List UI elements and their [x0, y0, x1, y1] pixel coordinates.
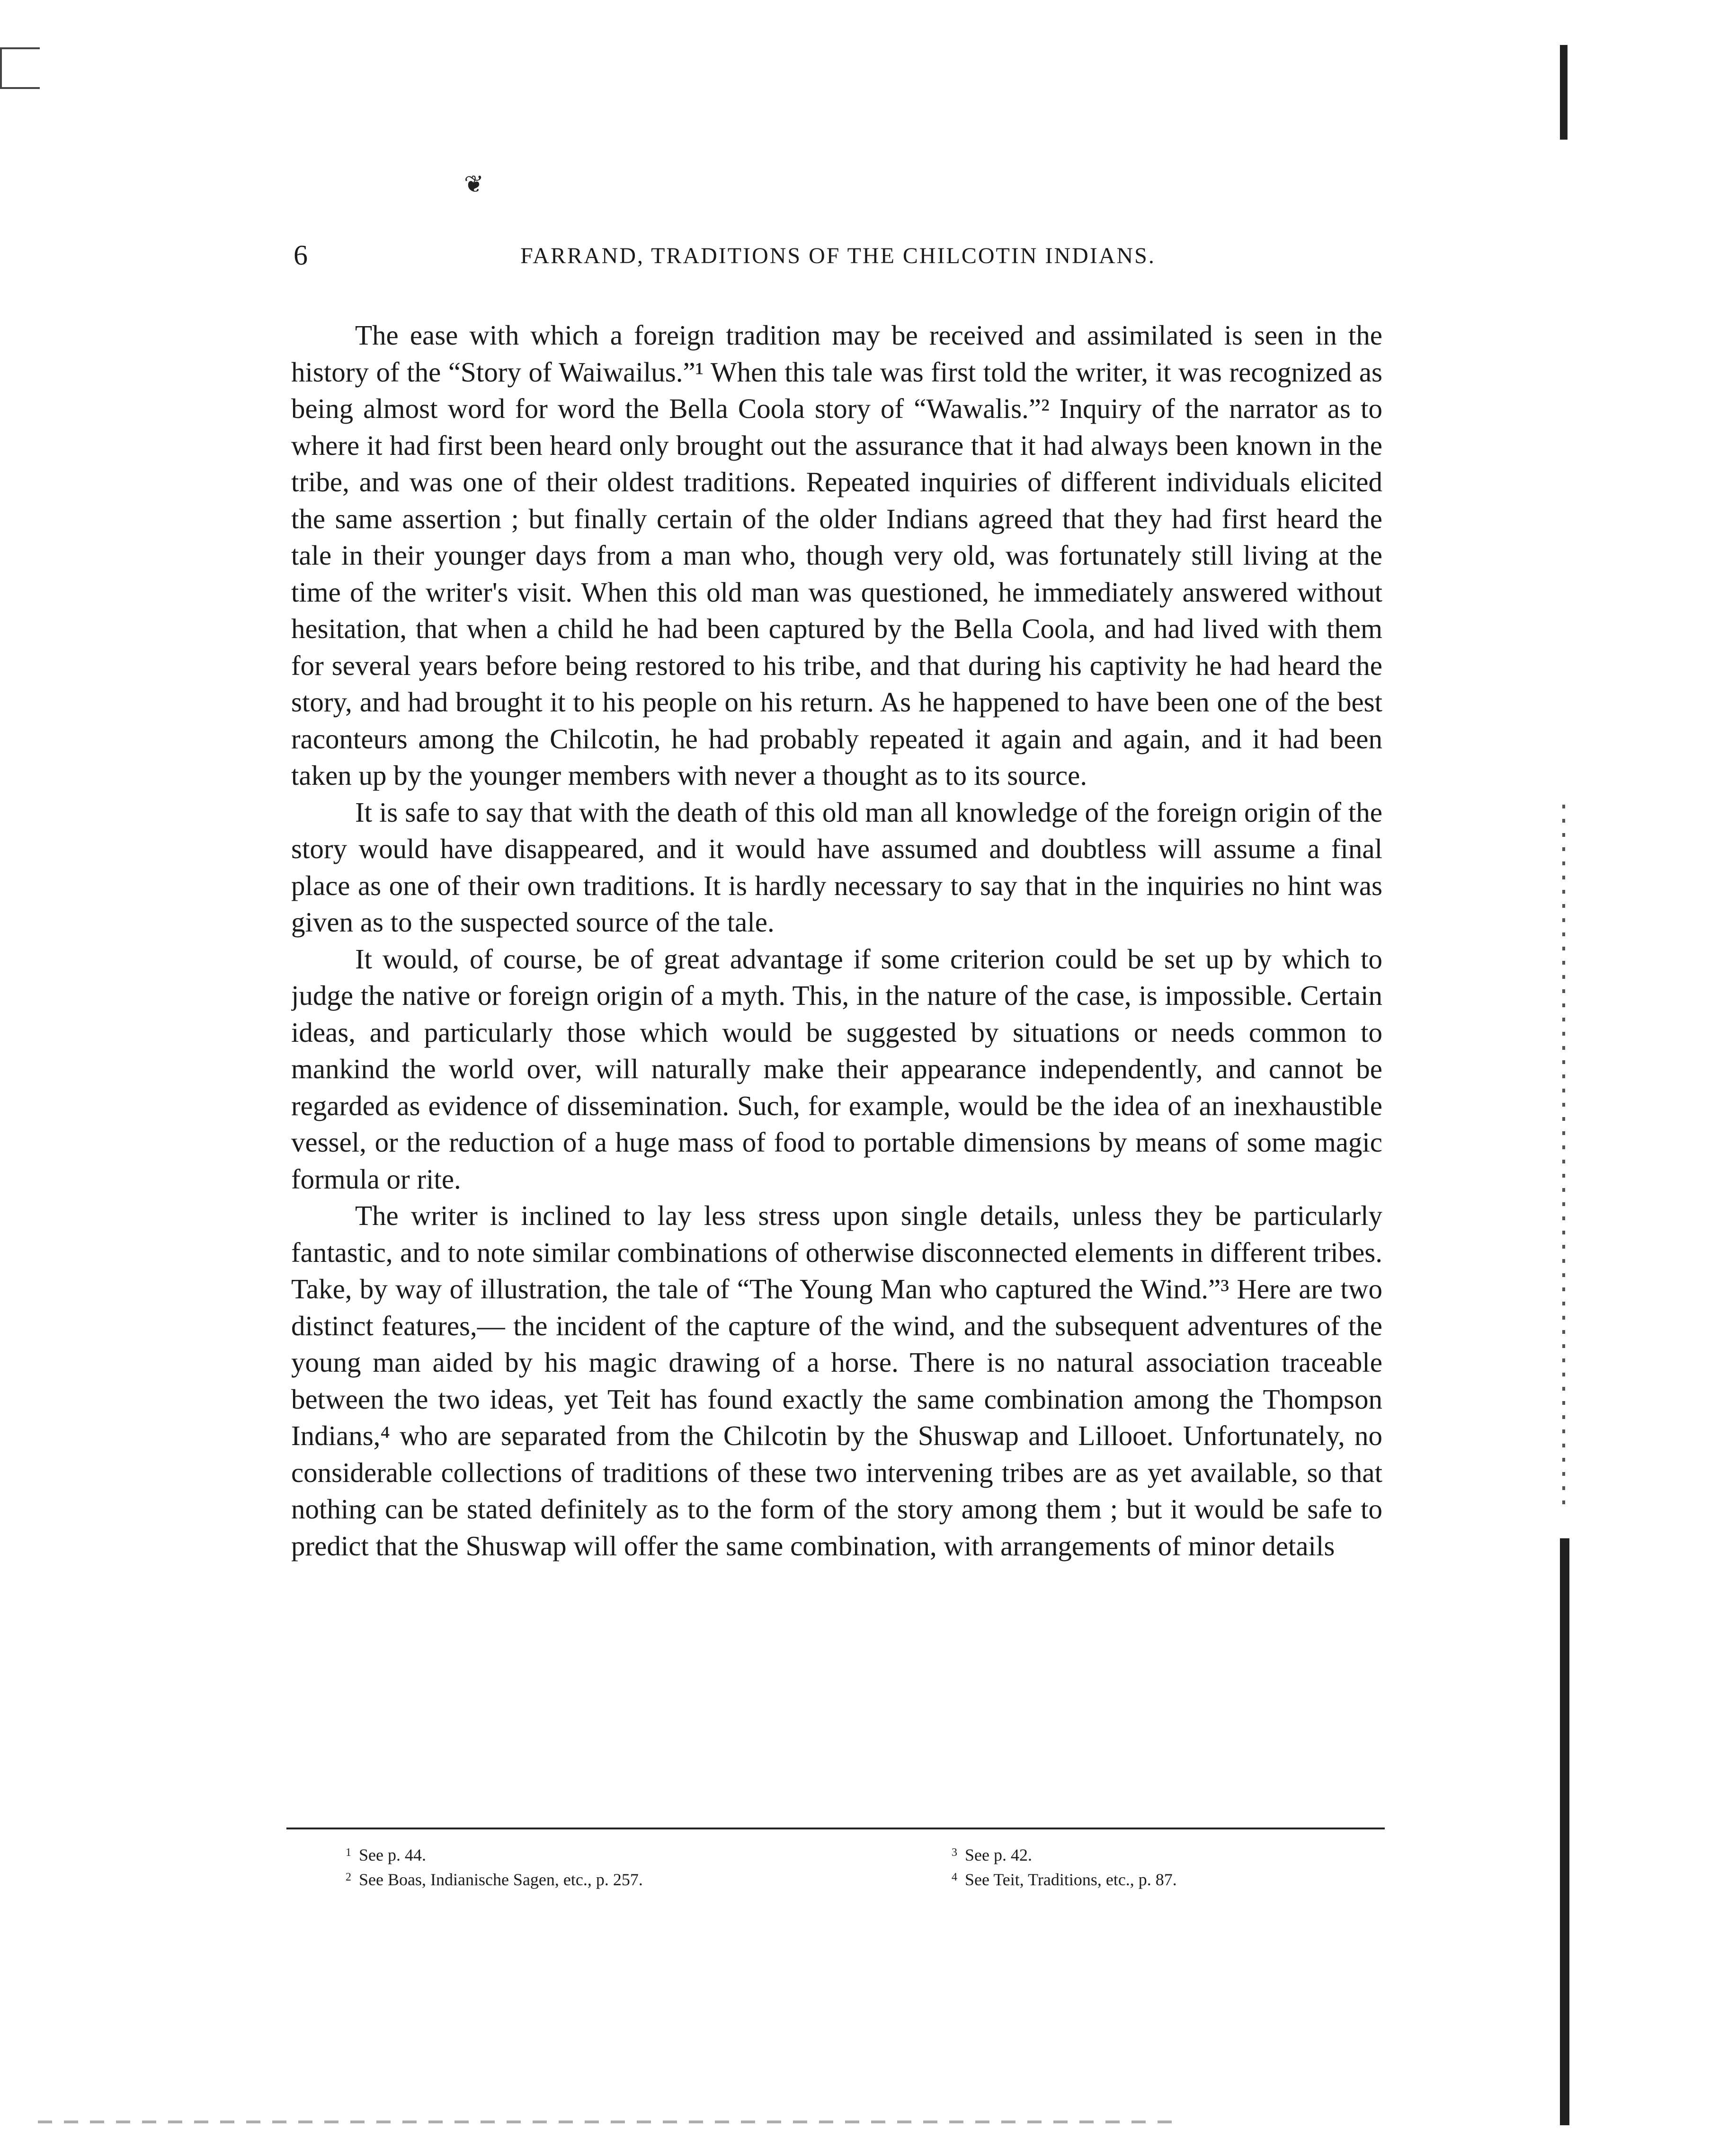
- running-title: FARRAND, TRADITIONS OF THE CHILCOTIN INDIANS.: [520, 243, 1156, 268]
- scan-edge-line-top: [1560, 45, 1568, 140]
- scan-corner-mark: [0, 47, 40, 89]
- paragraph-1: The ease with which a foreign tradition may be received and assimilated is seen in the history of the “Story of Waiwailus.”¹ When this tale was first told the writer, it was recognized as being almost word for word the Bella Coola story of “Wawalis.”² Inquiry of the narrator as to where it had first been heard only brought out the assurance that it had always been known in the tribe, and was one of their oldest traditions. Repeated inquiries of different individuals elicited the same assertion ; but finally certain of the older Indians agreed that they had first heard the tale in their younger days from a man who, though very old, was fortunately still living at the time of the writer's visit. When this old man was questioned, he immediately answered without hesitation, that when a child he had been captured by the Bella Coola, and had lived with them for several years before being restored to his tribe, and that during his captivity he had heard the story, and had brought it to his people on his return. As he happened to have been one of the best raconteurs among the Chilcotin, he had probably repeated it again and again, and it had been taken up by the younger members with never a thought as to its source.: [291, 319, 1382, 791]
- footnotes: [346, 1840, 1363, 1892]
- footnote-1: [346, 1840, 426, 1867]
- footnote-text: See Teit, Traditions, etc., p. 87.: [965, 1870, 1177, 1889]
- footnote-mark: 3: [952, 1846, 957, 1859]
- page-number: 6: [294, 240, 308, 271]
- footnote-rule: [286, 1828, 1385, 1829]
- footnote-2: [346, 1865, 643, 1892]
- footnote-text: See Boas, Indianische Sagen, etc., p. 257.: [359, 1870, 643, 1889]
- paragraph-4: The writer is inclined to lay less stress upon single details, unless they be particularly fantastic, and to note similar combinations of otherwise disconnected elements in different tribes. Take, by way of illustration, the tale of “The Young Man who captured the Wind.”³ Here are two distinct features,— the incident of the capture of the wind, and the subsequent adventures of the young man aided by his magic drawing of a horse. There is no natural association traceable between the two ideas, yet Teit has found exactly the same combination among the Thompson Indians,⁴ who are separated from the Chilcotin by the Shuswap and Lillooet. Unfortunately, no considerable collections of traditions of these two intervening tribes are as yet available, so that nothing can be stated definitely as to the form of the story among them ; but it would be safe to predict that the Shuswap will offer the same combination, with arrangements of minor details: [291, 1200, 1382, 1562]
- paragraph-3: It would, of course, be of great advantage if some criterion could be set up by which to judge the native or foreign origin of a myth. This, in the nature of the case, is impossible. Certain ideas, and particularly those which would be suggested by situations or needs common to mankind the world over, will naturally make their appearance independently, and cannot be regarded as evidence of dissemination. Such, for example, would be the idea of an inexhaustible vessel, or the reduction of a huge mass of food to portable dimensions by means of some magic formula or rite.: [291, 943, 1382, 1195]
- footnote-text: See p. 44.: [359, 1845, 426, 1864]
- scan-edge-line-bottom: [1560, 1538, 1569, 2125]
- scan-bottom-noise: [38, 2121, 1174, 2123]
- paragraph-2: It is safe to say that with the death of this old man all knowledge of the foreign origin of the story would have disappeared, and it would have assumed and doubtless will assume a final place as one of their own traditions. It is hardly necessary to say that in the inquiries no hint was given as to the suspected source of the tale.: [291, 796, 1382, 938]
- scan-edge-marks: [1562, 805, 1565, 1515]
- footnote-mark: 4: [952, 1871, 957, 1883]
- footnote-mark: 2: [346, 1871, 351, 1883]
- page-header: [294, 239, 1382, 282]
- footnote-text: See p. 42.: [965, 1845, 1032, 1864]
- footnote-3: [952, 1840, 1032, 1867]
- body-text: [291, 317, 1382, 1822]
- fleuron-ornament: ❦: [464, 171, 484, 197]
- footnote-4: [952, 1865, 1177, 1892]
- footnote-mark: 1: [346, 1846, 351, 1859]
